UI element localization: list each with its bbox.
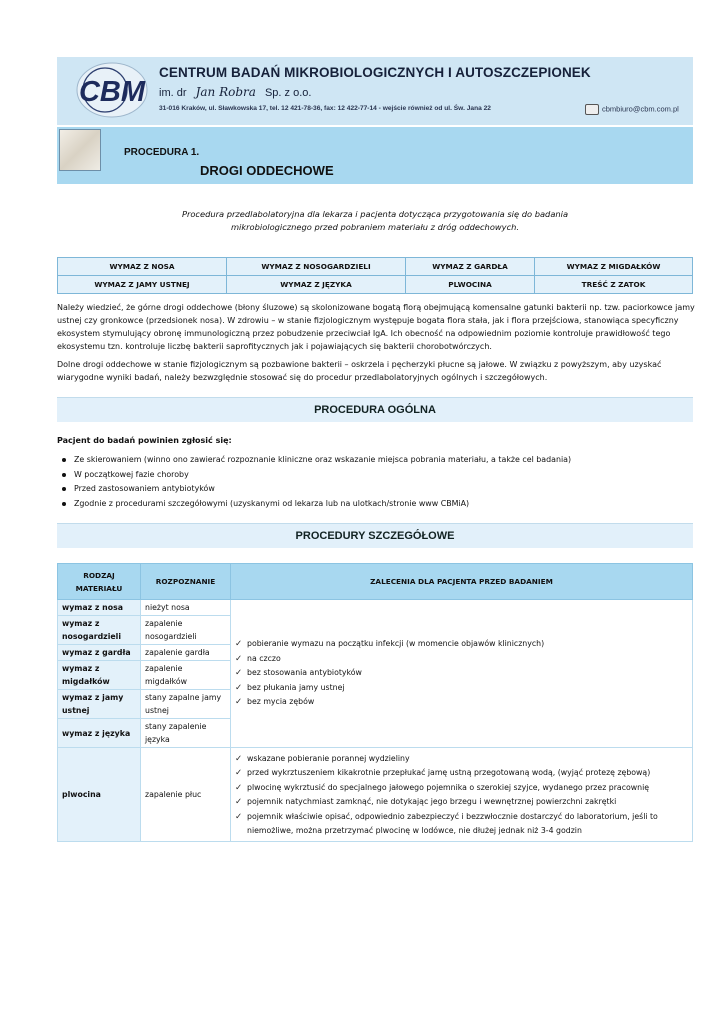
check-icon: ✓ <box>235 668 243 679</box>
recommendations-cell <box>231 600 693 748</box>
list-item <box>235 666 688 680</box>
list-item: Ze skierowaniem (winno ono zawierać rozpoznanie kliniczne oraz wskazanie miejsca pobrania materiału, a także cel badania) <box>57 453 571 468</box>
table-cell: TREŚĆ Z ZATOK <box>535 276 693 294</box>
letterhead <box>57 57 693 125</box>
procedure-band <box>57 127 693 184</box>
list-item <box>235 766 688 780</box>
list-item <box>235 795 688 809</box>
recommendations-list <box>235 637 688 709</box>
check-icon: ✓ <box>235 754 243 764</box>
procedure-number: PROCEDURA 1. <box>124 147 200 158</box>
list-item <box>235 681 688 695</box>
material-cell: wymaz z jamy ustnej <box>58 690 141 719</box>
check-icon: ✓ <box>235 697 243 708</box>
general-list <box>57 453 571 511</box>
table-header-row <box>58 564 693 600</box>
check-icon: ✓ <box>235 768 243 779</box>
rec-text: bez mycia zębów <box>247 697 315 707</box>
general-label: Pacjent do badań powinien zgłosić się: <box>57 436 232 445</box>
table-cell: WYMAZ Z JAMY USTNEJ <box>58 276 227 294</box>
mail-icon <box>585 104 599 115</box>
section-header <box>57 523 693 548</box>
diagnosis-cell: zapalenie nosogardzieli <box>141 616 231 645</box>
material-cell: wymaz z nosogardzieli <box>58 616 141 645</box>
list-item <box>235 695 688 709</box>
detailed-table <box>57 563 693 842</box>
diagnosis-cell: stany zapalne jamy ustnej <box>141 690 231 719</box>
rec-text: bez stosowania antybiotyków <box>247 668 362 678</box>
org-subtitle <box>159 85 311 99</box>
check-icon: ✓ <box>235 797 243 808</box>
material-cell: wymaz z gardła <box>58 645 141 661</box>
paragraph: Należy wiedzieć, że górne drogi oddechowe (błony śluzowe) są skolonizowane bogatą florą obejmującą komensalne gatunki bakterii np. tzw. paciorkowce jamy ustnej czy gronkowce (przedsionek nosa). W zdrowiu – w stanie fizjologicznym występuje bogata flora stała, jak i flora przejściowa, stanowiąca specyficzny ekosystem stymulujący obronę immunologiczną przez pobudzenie przeciwciał IgA. Ich obecność na odpowiednim poziomie kontroluje prawidłowość tego ekosystemu tzn. kontroluje liczbę bakterii saprofitycznych jak i pojawiających się bakterii chorobotwórczych. <box>57 303 695 351</box>
table-row <box>58 600 693 616</box>
table-cell: WYMAZ Z GARDŁA <box>406 258 535 276</box>
rec-text: bez płukania jamy ustnej <box>247 682 345 692</box>
section-title: PROCEDURY SZCZEGÓŁOWE <box>295 530 455 542</box>
diagnosis-cell: zapalenie migdałków <box>141 661 231 690</box>
list-item: Zgodnie z procedurami szczegółowymi (uzyskanymi od lekarza lub na ulotkach/stronie www CBMiA) <box>57 497 571 512</box>
recommendations-list <box>235 752 688 838</box>
column-header: ZALECENIA DLA PACJENTA PRZED BADANIEM <box>231 564 693 600</box>
table-cell: WYMAZ Z NOSA <box>58 258 227 276</box>
signature: Jan Robra <box>195 85 256 99</box>
column-header: RODZAJ MATERIAŁU <box>58 564 141 600</box>
section-header <box>57 397 693 422</box>
procedure-name: DROGI ODDECHOWE <box>200 163 334 178</box>
email-text: cbmbiuro@cbm.com.pl <box>602 104 679 114</box>
check-icon: ✓ <box>235 682 243 693</box>
rec-text: pojemnik właściwie opisać, odpowiednio zabezpieczyć i bezzwłocznie dostarczyć do laboratorium, jeśli to niemożliwe, można przetrzymać plwocinę w lodówce, nie dłużej jednak niż 3-4 godzin <box>247 811 658 836</box>
material-cell: wymaz z migdałków <box>58 661 141 690</box>
material-cell: wymaz z języka <box>58 719 141 748</box>
column-header: ROZPOZNANIE <box>141 564 231 600</box>
procedure-photo <box>59 129 101 171</box>
org-title: CENTRUM BADAŃ MIKROBIOLOGICZNYCH I AUTOSZCZEPIONEK <box>159 65 591 80</box>
table-cell: PLWOCINA <box>406 276 535 294</box>
check-icon: ✓ <box>235 811 243 822</box>
rec-text: na czczo <box>247 653 281 663</box>
diagnosis-cell: zapalenie gardła <box>141 645 231 661</box>
table-cell: WYMAZ Z JĘZYKA <box>227 276 406 294</box>
check-icon: ✓ <box>235 639 243 650</box>
table-row <box>58 258 693 276</box>
intro-text: Procedura przedlabolatoryjna dla lekarza i pacjenta dotycząca przygotowania się do badania mikrobiologicznego przed pobraniem materiału z dróg oddechowych. <box>181 209 569 232</box>
rec-text: pobieranie wymazu na początku infekcji (w momencie objawów klinicznych) <box>247 639 545 649</box>
paragraph: Dolne drogi oddechowe w stanie fizjologicznym są pozbawione bakterii – oskrzela i pęcherzyki płucne są jałowe. W związku z powyższym, aby uzyskać wiarygodne wyniki badań, należy bezwzględnie stosować się do procedur przedlabolatoryjnych ogólnych i szczegółowych. <box>57 360 662 382</box>
table-row <box>58 748 693 842</box>
subtitle-suffix: Sp. z o.o. <box>264 87 312 99</box>
org-address: 31-016 Kraków, ul. Sławkowska 17, tel. 12 421-78-36, fax: 12 422-77-14 - wejście również od ul. Św. Jana 22 <box>159 105 491 112</box>
org-email <box>585 104 679 115</box>
table-cell: WYMAZ Z MIGDAŁKÓW <box>535 258 693 276</box>
check-icon: ✓ <box>235 653 243 664</box>
list-item <box>235 810 688 839</box>
list-item: Przed zastosowaniem antybiotyków <box>57 482 571 497</box>
list-item <box>235 652 688 666</box>
rec-text: plwocinę wykrztusić do specjalnego jałowego pojemnika o szerokiej szyjce, wydanego przez pracownię <box>247 782 650 792</box>
check-icon: ✓ <box>235 782 243 793</box>
rec-text: wskazane pobieranie porannej wydzieliny <box>247 754 410 763</box>
list-item: W początkowej fazie choroby <box>57 468 571 483</box>
diagnosis-cell: zapalenie płuc <box>141 748 231 842</box>
rec-text: przed wykrztuszeniem kikakrotnie przepłukać jamę ustną przegotowaną wodą, (wyjąć protezę zębową) <box>247 768 651 778</box>
table-cell: WYMAZ Z NOSOGARDZIELI <box>227 258 406 276</box>
rec-text: pojemnik natychmiast zamknąć, nie dotykając jego brzegu i wewnętrznej powierzchni zakrętki <box>247 797 617 807</box>
recommendations-cell <box>231 748 693 842</box>
subtitle-prefix: im. dr <box>159 87 187 99</box>
section-title: PROCEDURA OGÓLNA <box>314 404 436 416</box>
list-item <box>235 752 688 766</box>
list-item <box>235 637 688 651</box>
list-item <box>235 781 688 795</box>
material-cell: plwocina <box>58 748 141 842</box>
table-row <box>58 276 693 294</box>
swab-types-table <box>57 257 693 294</box>
logo-text: CBM <box>78 76 146 108</box>
diagnosis-cell: stany zapalenie języka <box>141 719 231 748</box>
material-cell: wymaz z nosa <box>58 600 141 616</box>
cbm-logo <box>75 61 149 119</box>
diagnosis-cell: nieżyt nosa <box>141 600 231 616</box>
